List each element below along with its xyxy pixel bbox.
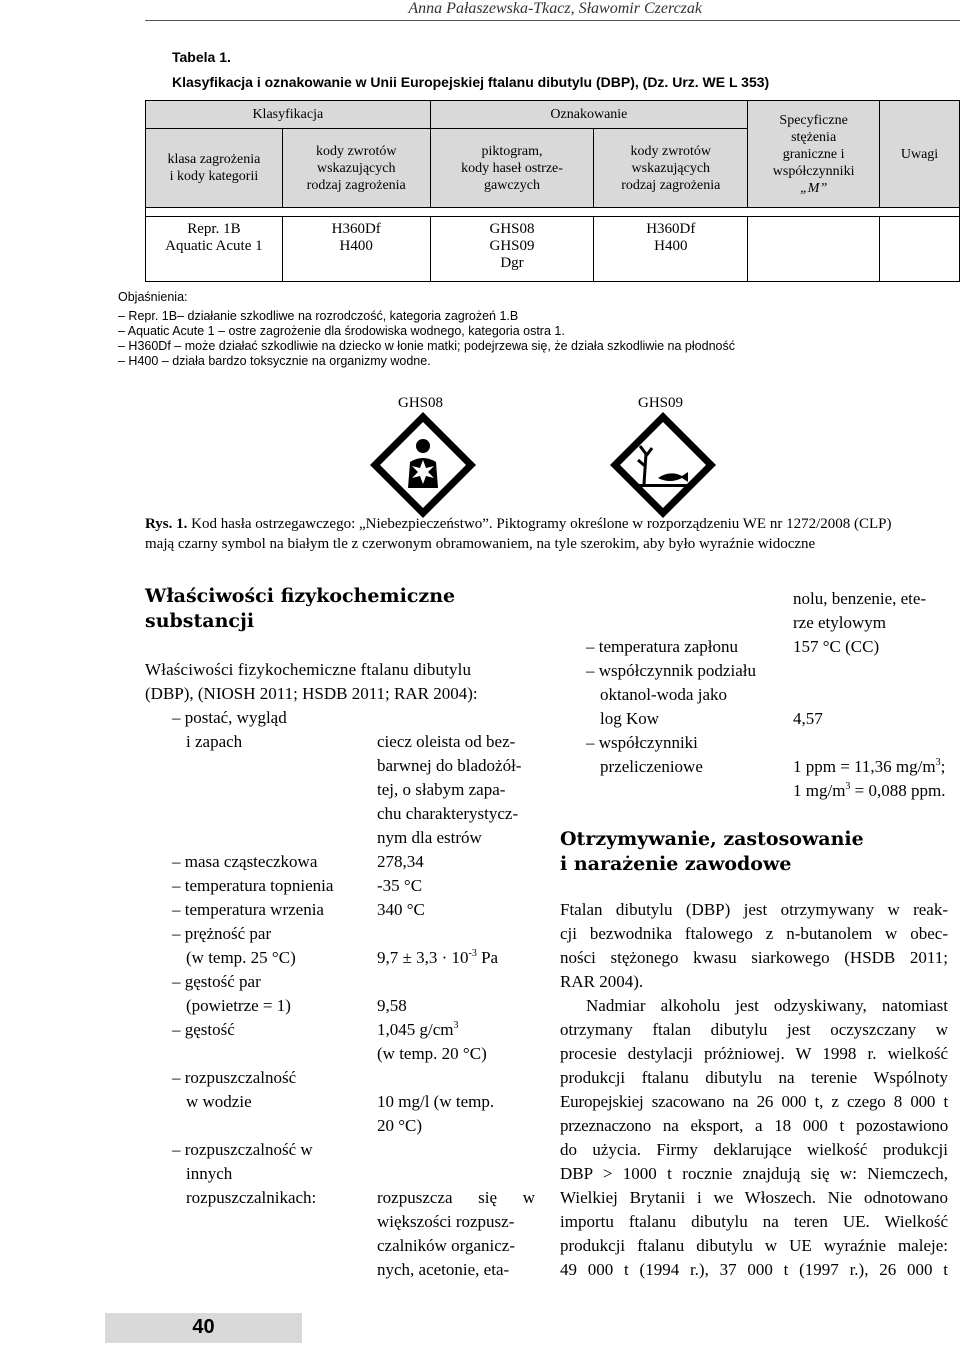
- figure-caption-line: [145, 514, 960, 534]
- paragraph-line: Nadmiar alkoholu jest odzyskiwany, natomiast: [586, 996, 948, 1015]
- cell-line: GHS09: [489, 238, 535, 254]
- value-unit: Pa: [476, 948, 499, 967]
- prop-value: barwnej do bladożół-: [377, 756, 522, 775]
- prop-label: innych: [186, 1164, 233, 1183]
- section-heading: [145, 584, 455, 634]
- header-line: klasa zagrożenia: [167, 152, 261, 167]
- intro-line: Właściwości fizykochemiczne ftalanu dibutylu: [145, 660, 472, 679]
- prop-label: log Kow: [600, 709, 660, 728]
- classification-table: [145, 100, 960, 282]
- cell-uwagi: [880, 217, 960, 282]
- prop-value: [793, 779, 945, 803]
- prop-label: – rozpuszczalność w: [172, 1140, 313, 1159]
- figure-caption-text: Kod hasła ostrzegawczego: „Niebezpieczeństwo”. Piktogramy określone w rozporządzeniu WE nr 1272/2008 (CLP): [191, 516, 892, 532]
- prop-value: nych, acetonie, eta-: [377, 1260, 510, 1279]
- heading-line: i narażenie zawodowe: [560, 853, 792, 875]
- figure-caption-line: mają czarny symbol na białym tle z czerwonym obramowaniem, na tyle szerokim, aby było wyraźnie widoczne: [145, 536, 816, 552]
- value-text: 1 ppm = 11,36 mg/m: [793, 757, 936, 776]
- value-exponent: 3: [935, 757, 941, 768]
- value-text: 1,045 g/cm: [377, 1020, 454, 1039]
- header-kody-zwrotow-2: [594, 129, 748, 208]
- prop-value: -35 °C: [377, 876, 423, 895]
- paragraph-line: otrzymany ftalan dibutylu jest oczyszczany w: [560, 1020, 948, 1039]
- prop-value: 157 °C (CC): [793, 637, 880, 656]
- paragraph-line: produkcji ftalanu dibutylu na terenie Wspólnoty: [560, 1068, 948, 1087]
- section-heading: [560, 827, 864, 877]
- prop-label: – gęstość par: [172, 972, 261, 991]
- cell-line: Repr. 1B: [187, 221, 241, 237]
- paragraph-line: procesie destylacji próżniowej. W 1998 r. wielkość: [560, 1044, 948, 1063]
- header-line: kody haseł ostrze-: [461, 160, 563, 176]
- explanation-line: – Aquatic Acute 1 – ostre zagrożenie dla środowiska wodnego, kategoria ostra 1.: [118, 324, 565, 338]
- prop-value: 20 °C): [377, 1116, 423, 1135]
- header-line: piktogram,: [481, 143, 543, 159]
- prop-value: nolu, benzenie, ete-: [793, 589, 927, 608]
- prop-value: (w temp. 20 °C): [377, 1044, 487, 1063]
- prop-label: przeliczeniowe: [600, 757, 703, 776]
- table-label: Tabela 1.: [172, 49, 231, 65]
- header-line: i kody kategorii: [169, 169, 259, 184]
- cell-line: H400: [654, 238, 688, 254]
- explanation-line: – H400 – działa bardzo toksycznie na organizmy wodne.: [118, 354, 431, 368]
- prop-value: [793, 755, 945, 779]
- paragraph-line: 49 000 t (1994 r.), 37 000 t (1997 r.), 26 000 t: [560, 1260, 948, 1279]
- table-title: [172, 74, 769, 90]
- prop-value: 340 °C: [377, 900, 425, 919]
- prop-label: – postać, wygląd: [172, 708, 287, 727]
- paragraph-line: do użycia. Firmy deklarujące wielkość produkcji: [560, 1140, 948, 1159]
- prop-value: 10 mg/l (w temp.: [377, 1092, 495, 1111]
- header-line: graniczne i: [782, 146, 845, 162]
- heading-line: Właściwości fizykochemiczne: [145, 585, 456, 607]
- paragraph-line: przeznaczono na eksport, a 18 000 t pozostawiono: [560, 1116, 948, 1135]
- cell-piktogram: [430, 217, 594, 282]
- cell-kody1: [282, 217, 430, 282]
- header-line: gawczych: [484, 177, 540, 193]
- prop-label: – współczynnik podziału: [586, 661, 756, 680]
- prop-value: nym dla estrów: [377, 828, 482, 847]
- header-klasa: [146, 129, 283, 208]
- prop-value: 9,58: [377, 996, 407, 1015]
- header-specyficzne: [748, 101, 880, 208]
- prop-value: tej, o słabym zapa-: [377, 780, 506, 799]
- ghs09-label: GHS09: [638, 395, 684, 411]
- explanation-line: – H360Df – może działać szkodliwie na dziecko w łonie matki; podejrzewa się, że działa szkodliwie na płodność: [118, 339, 735, 353]
- prop-label: – prężność par: [172, 924, 272, 943]
- prop-label: (powietrze = 1): [186, 996, 291, 1015]
- paragraph-line: Ftalan dibutylu (DBP) jest otrzymywany w reak-: [560, 900, 948, 919]
- prop-value: 278,34: [377, 852, 424, 871]
- cell-line: Aquatic Acute 1: [165, 238, 263, 254]
- cell-line: GHS08: [489, 221, 535, 237]
- prop-value: rozpuszcza się w: [377, 1188, 535, 1207]
- prop-value: czalników organicz-: [377, 1236, 515, 1255]
- prop-label: – gęstość: [172, 1020, 235, 1039]
- prop-label: – temperatura wrzenia: [172, 900, 324, 919]
- header-kody-zwrotow-1: [282, 129, 430, 208]
- prop-value: większości rozpusz-: [377, 1212, 515, 1231]
- header-uwagi: Uwagi: [880, 101, 960, 208]
- paragraph-line: DBP > 1000 t rocznie znajdują się w: Niemczech,: [560, 1164, 948, 1183]
- paragraph-line: cji bezwodnika ftalowego z n-butanolem w obec-: [560, 924, 948, 943]
- ghs08-label: GHS08: [398, 395, 444, 411]
- value-exponent: 3: [453, 1020, 459, 1031]
- table-row: [146, 217, 960, 282]
- heading-line: substancji: [145, 610, 255, 632]
- value-text: = 0,088 ppm.: [850, 781, 946, 800]
- header-piktogram: [430, 129, 594, 208]
- page-number: 40: [192, 1316, 215, 1338]
- prop-value: chu charakterystycz-: [377, 804, 519, 823]
- header-line: kody zwrotów: [315, 143, 397, 159]
- prop-value: [377, 1018, 459, 1042]
- header-line: kody zwrotów: [630, 143, 712, 159]
- value-text: 1 mg/m: [793, 781, 846, 800]
- paragraph-line: RAR 2004).: [560, 972, 644, 991]
- header-line: rodzaj zagrożenia: [621, 177, 721, 193]
- figure-label: Rys. 1.: [145, 516, 188, 532]
- paragraph-line: Europejskiej szacowano na 26 000 t, z czego 8 000 t: [560, 1092, 948, 1111]
- prop-label: oktanol-woda jako: [600, 685, 727, 704]
- cell-line: H360Df: [331, 221, 381, 237]
- paragraph-line: produkcji ftalanu dibutylu w UE wyraźnie maleje:: [560, 1236, 948, 1255]
- prop-label: – temperatura zapłonu: [586, 637, 738, 656]
- intro-line: (DBP), (NIOSH 2011; HSDB 2011; RAR 2004):: [145, 684, 478, 703]
- prop-value: rze etylowym: [793, 613, 886, 632]
- prop-label: – masa cząsteczkowa: [172, 852, 318, 871]
- cell-line: H400: [339, 238, 373, 254]
- running-header-authors: Anna Pałaszewska-Tkacz, Sławomir Czerczak: [408, 0, 702, 17]
- table-spacer: [146, 208, 960, 217]
- cell-spec: [748, 217, 880, 282]
- value-text: 9,7 ± 3,3 · 10: [377, 948, 469, 967]
- header-oznakowanie: Oznakowanie: [430, 101, 748, 129]
- header-line: rodzaj zagrożenia: [306, 177, 406, 193]
- prop-value: ciecz oleista od bez-: [377, 732, 516, 751]
- cell-kody2: [594, 217, 748, 282]
- prop-label: rozpuszczalnikach:: [186, 1188, 317, 1207]
- cell-line: Dgr: [500, 255, 524, 271]
- health-hazard-icon: [368, 410, 478, 520]
- value-exponent: 3: [845, 781, 851, 792]
- cell-klasa: [146, 217, 283, 282]
- prop-label: – temperatura topnienia: [172, 876, 334, 895]
- paragraph-line: Wielkiej Brytanii i we Włoszech. Nie odnotowano: [560, 1188, 948, 1207]
- header-line: współczynniki: [772, 163, 855, 179]
- table-title-text: Klasyfikacja i oznakowanie w Unii Europejskiej ftalanu dibutylu (DBP), (Dz. Urz. WE L 353): [172, 74, 770, 90]
- explanation-line: – Repr. 1B– działanie szkodliwe na rozrodczość, kategoria zagrożeń 1.B: [118, 309, 519, 323]
- prop-label: – rozpuszczalność: [172, 1068, 297, 1087]
- prop-label: i zapach: [186, 732, 243, 751]
- value-text: ;: [940, 757, 946, 776]
- figure-caption: [145, 514, 960, 554]
- paragraph-line: importu ftalanu dibutylu na teren UE. Wielkość: [560, 1212, 948, 1231]
- header-line: Specyficzne: [779, 112, 848, 128]
- header-line: wskazujących: [316, 160, 396, 176]
- header-line: wskazujących: [631, 160, 711, 176]
- header-line: „M”: [800, 180, 828, 196]
- prop-label: – współczynniki: [586, 733, 698, 752]
- header-klasyfikacja: Klasyfikacja: [146, 101, 431, 129]
- environment-hazard-icon: [608, 410, 718, 520]
- prop-label: (w temp. 25 °C): [186, 948, 296, 967]
- heading-line: Otrzymywanie, zastosowanie: [560, 828, 864, 850]
- paragraph-line: ności stężonego kwasu siarkowego (HSDB 2011;: [560, 948, 948, 967]
- header-divider: [145, 20, 960, 21]
- prop-value: [377, 946, 498, 970]
- cell-line: H360Df: [646, 221, 696, 237]
- value-exponent: -3: [468, 948, 477, 959]
- prop-label: w wodzie: [186, 1092, 252, 1111]
- prop-value: 4,57: [793, 709, 823, 728]
- explanations-heading: Objaśnienia:: [118, 290, 188, 304]
- header-line: stężenia: [791, 129, 837, 145]
